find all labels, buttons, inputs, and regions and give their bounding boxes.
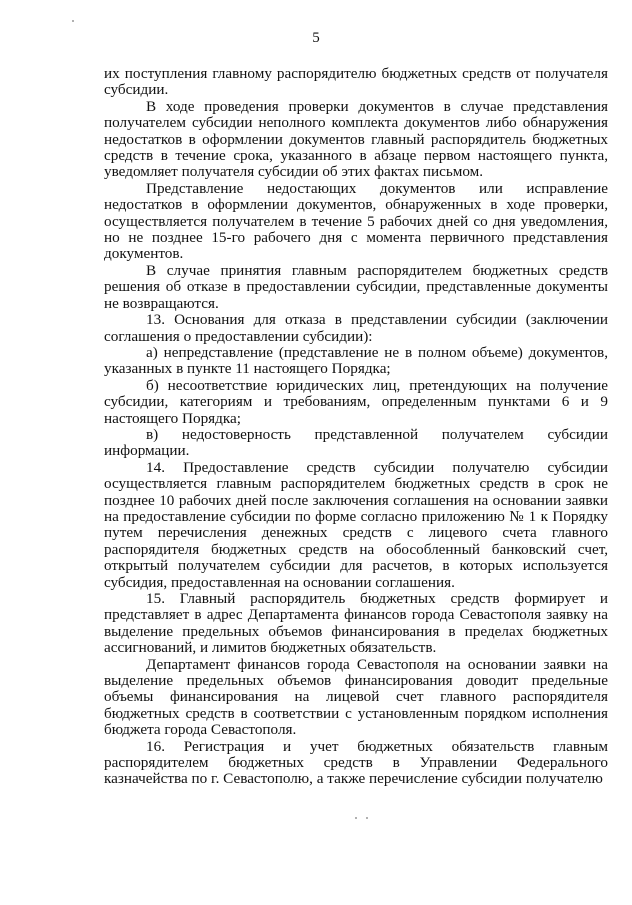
paragraph: 13. Основания для отказа в представлении субсидии (заключении соглашения о предоставлении субсидии): (104, 311, 608, 345)
paragraph: В случае принятия главным распорядителем бюджетных средств решения об отказе в предоставлении субсидии, представленные документы не возвращаются. (104, 261, 608, 312)
paragraph: 16. Регистрация и учет бюджетных обязательств главным распорядителем бюджетных средств в Управлении Федерального казначейства по г. Севастополю, а также перечисление субсидии получателю (104, 737, 608, 788)
scan-speck (72, 20, 74, 22)
scan-speck (355, 817, 357, 819)
paragraph: в) недостоверность представленной получателем субсидии информации. (104, 425, 608, 460)
scan-speck (366, 817, 368, 819)
document-body (104, 66, 608, 788)
paragraph: 14. Предоставление средств субсидии получателю субсидии осуществляется главным распорядителем бюджетных средств в срок не позднее 10 рабочих дней после заключения соглашения на основании заявки на предоставление субсидии по форме согласно приложению № 1 к Порядку путем перечисления денежных средств с лицевого счета главного распорядителя бюджетных средств на обособленный банковский счет, открытый получателем субсидии для расчетов, в которых используется субсидия, предоставленная на основании соглашения. (104, 458, 608, 591)
paragraph: В ходе проведения проверки документов в случае представления получателем субсидии неполного комплекта документов либо обнаружения недостатков в оформлении документов главный распорядитель бюджетных средств в течение срока, указанного в абзаце первом настоящего пункта, уведомляет получателя субсидии об этих фактах письмом. (104, 97, 608, 181)
paragraph: а) непредставление (представление не в полном объеме) документов, указанных в пункте 11 настоящего Порядка; (104, 343, 608, 378)
paragraph: 15. Главный распорядитель бюджетных средств формирует и представляет в адрес Департамента финансов города Севастополя заявку на выделение предельных объемов финансирования в пределах бюджетных ассигнований, и лимитов бюджетных обязательств. (104, 590, 608, 657)
paragraph: Представление недостающих документов или исправление недостатков в оформлении документов, обнаруженных в ходе проверки, осуществляется получателем в течение 5 рабочих дней со дня уведомления, но не позднее 15-го рабочего дня с момента первичного представления документов. (104, 179, 608, 263)
paragraph: Департамент финансов города Севастополя на основании заявки на выделение предельных объемов финансирования доводит предельные объемы финансирования на лицевой счет главного распорядителя бюджетных средств в соответствии с установленным порядком исполнения бюджета города Севастополя. (104, 655, 608, 739)
paragraph: их поступления главному распорядителю бюджетных средств от получателя субсидии. (104, 65, 608, 99)
page-number: 5 (312, 30, 320, 46)
paragraph: б) несоответствие юридических лиц, претендующих на получение субсидии, категориям и требованиям, определенным пунктами 6 и 9 настоящего Порядка; (104, 376, 608, 427)
